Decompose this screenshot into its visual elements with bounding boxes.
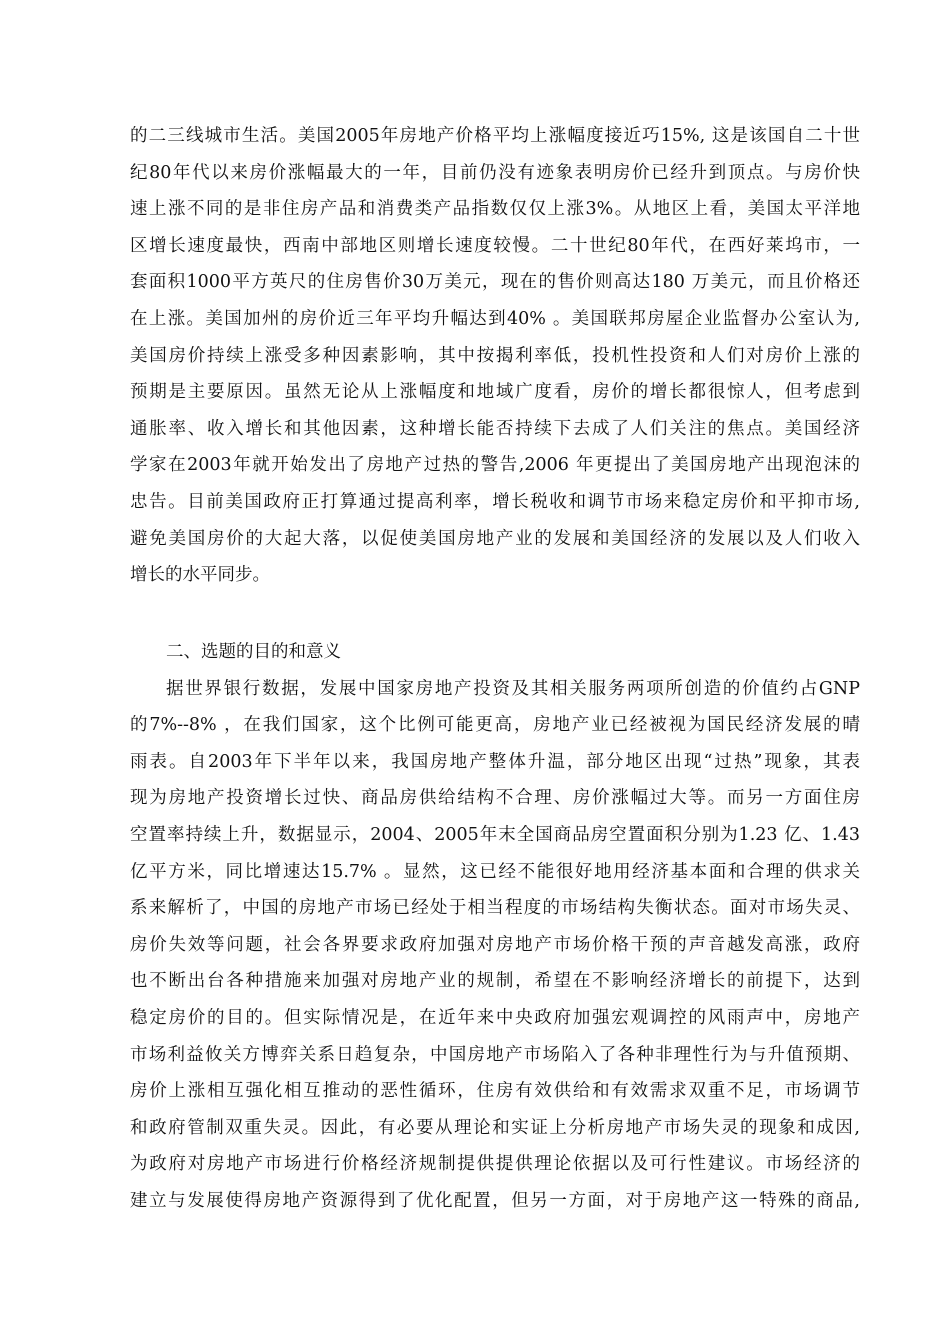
text-line: 和政府管制双重失灵。因此，有必要从理论和实证上分析房地产市场失灵的现象和成因,: [130, 1117, 860, 1138]
text-line: 房价上涨相互强化相互推动的恶性循环，住房有效供给和有效需求双重不足，市场调节: [130, 1081, 860, 1102]
paragraph-us-housing-prices: [130, 118, 860, 594]
text-line: 套面积1000平方英尺的住房售价30万美元，现在的售价则高达180 万美元，而且价格还: [130, 272, 860, 293]
text-line: 空置率持续上升，数据显示，2004、2005年末全国商品房空置面积分别为1.23 亿、1.43: [130, 824, 860, 845]
text-line: 在上涨。美国加州的房价近三年平均升幅达到40% 。美国联邦房屋企业监督办公室认为,: [130, 308, 860, 329]
text-line: 亿平方米，同比增速达15.7% 。显然，这已经不能很好地用经济基本面和合理的供求关: [130, 861, 860, 882]
text-line: 也不断出台各种措施来加强对房地产业的规制，希望在不影响经济增长的前提下，达到: [130, 971, 860, 992]
text-line: 稳定房价的目的。但实际情况是，在近年来中央政府加强宏观调控的风雨声中，房地产: [130, 1007, 860, 1028]
text-line: 通胀率、收入增长和其他因素，这种增长能否持续下去成了人们关注的焦点。美国经济: [130, 418, 860, 439]
text-line: 雨表。自2003年下半年以来，我国房地产整体升温，部分地区出现“过热”现象，其表: [130, 751, 860, 772]
text-line: 增长的水平同步。: [130, 565, 270, 586]
text-line: 为政府对房地产市场进行价格经济规制提供提供理论依据以及可行性建议。市场经济的: [130, 1154, 860, 1175]
text-line: 忠告。目前美国政府正打算通过提高利率，增长税收和调节市场来稳定房价和平抑市场,: [130, 491, 860, 512]
text-line: 的7%--8% ，在我们国家，这个比例可能更高，房地产业已经被视为国民经济发展的晴: [130, 715, 860, 736]
text-line: 区增长速度最快，西南中部地区则增长速度较慢。二十世纪80年代，在西好莱坞市，一: [130, 235, 860, 256]
text-line: 学家在2003年就开始发出了房地产过热的警告,2006 年更提出了美国房地产出现泡沫的: [130, 455, 860, 476]
section-heading: 二、选题的目的和意义: [166, 642, 341, 662]
text-line: 避免美国房价的大起大落，以促使美国房地产业的发展和美国经济的发展以及人们收入: [130, 528, 860, 549]
text-line: 速上涨不同的是非住房产品和消费类产品指数仅仅上涨3%。从地区上看，美国太平洋地: [130, 199, 860, 220]
text-line: 的二三线城市生活。美国2005年房地产价格平均上涨幅度接近巧15%, 这是该国自二十世: [130, 126, 860, 146]
section-purpose-and-significance: [130, 634, 860, 1220]
text-line: 预期是主要原因。虽然无论从上涨幅度和地域广度看，房价的增长都很惊人，但考虑到: [130, 382, 860, 403]
text-line: 市场利益攸关方博弈关系日趋复杂，中国房地产市场陷入了各种非理性行为与升值预期、: [130, 1044, 860, 1065]
text-line: 美国房价持续上涨受多种因素影响，其中按揭利率低，投机性投资和人们对房价上涨的: [130, 345, 860, 366]
text-line: 系来解析了，中国的房地产市场已经处于相当程度的市场结构失衡状态。面对市场失灵、: [130, 898, 860, 919]
text-line: 现为房地产投资增长过快、商品房供给结构不合理、房价涨幅过大等。而另一方面住房: [130, 788, 860, 809]
text-line: 据世界银行数据，发展中国家房地产投资及其相关服务两项所创造的价值约占GNP: [166, 678, 860, 699]
text-line: 建立与发展使得房地产资源得到了优化配置，但另一方面，对于房地产这一特殊的商品,: [130, 1190, 860, 1211]
text-line: 房价失效等问题，社会各界要求政府加强对房地产市场价格干预的声音越发高涨，政府: [130, 934, 860, 955]
text-line: 纪80年代以来房价涨幅最大的一年，目前仍没有迹象表明房价已经升到顶点。与房价快: [130, 162, 860, 183]
